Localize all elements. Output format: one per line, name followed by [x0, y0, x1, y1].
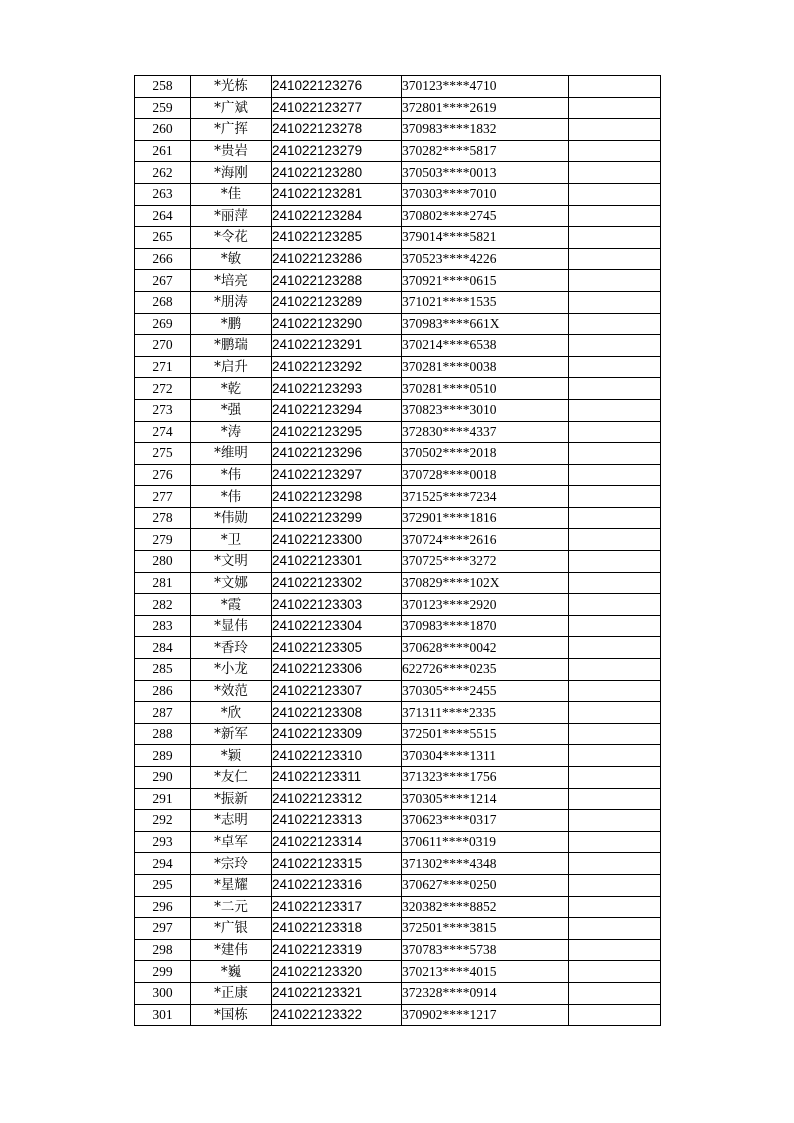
- id-number-cell: 370983****661X: [402, 313, 569, 335]
- note-cell: [569, 853, 661, 875]
- ticket-number-cell: 241022123276: [272, 76, 402, 98]
- name-cell: *伟勋: [191, 507, 272, 529]
- table-row: [135, 443, 661, 465]
- id-number-cell: 370921****0615: [402, 270, 569, 292]
- id-number-cell: 370503****0013: [402, 162, 569, 184]
- table-row: [135, 594, 661, 616]
- row-number-cell: 282: [135, 594, 191, 616]
- row-number-cell: 262: [135, 162, 191, 184]
- row-number-cell: 297: [135, 918, 191, 940]
- id-number-cell: 370123****4710: [402, 76, 569, 98]
- row-number-cell: 276: [135, 464, 191, 486]
- table-row: [135, 464, 661, 486]
- name-cell: *显伟: [191, 615, 272, 637]
- ticket-number-cell: 241022123299: [272, 507, 402, 529]
- name-cell: *小龙: [191, 659, 272, 681]
- table-row: [135, 529, 661, 551]
- name-cell: *巍: [191, 961, 272, 983]
- row-number-cell: 259: [135, 97, 191, 119]
- note-cell: [569, 680, 661, 702]
- ticket-number-cell: 241022123288: [272, 270, 402, 292]
- ticket-number-cell: 241022123303: [272, 594, 402, 616]
- id-number-cell: 370823****3010: [402, 399, 569, 421]
- note-cell: [569, 443, 661, 465]
- row-number-cell: 278: [135, 507, 191, 529]
- row-number-cell: 263: [135, 183, 191, 205]
- note-cell: [569, 335, 661, 357]
- ticket-number-cell: 241022123317: [272, 896, 402, 918]
- name-cell: *启升: [191, 356, 272, 378]
- table-row: [135, 767, 661, 789]
- name-cell: *光栋: [191, 76, 272, 98]
- note-cell: [569, 594, 661, 616]
- name-cell: *卓军: [191, 831, 272, 853]
- note-cell: [569, 486, 661, 508]
- table-row: [135, 1004, 661, 1026]
- id-number-cell: 371302****4348: [402, 853, 569, 875]
- name-cell: *志明: [191, 810, 272, 832]
- table-row: [135, 637, 661, 659]
- table-row: [135, 659, 661, 681]
- name-cell: *敏: [191, 248, 272, 270]
- table-row: [135, 874, 661, 896]
- note-cell: [569, 615, 661, 637]
- id-number-cell: 370214****6538: [402, 335, 569, 357]
- table-row: [135, 680, 661, 702]
- table-row: [135, 615, 661, 637]
- table-row: [135, 335, 661, 357]
- table-row: [135, 853, 661, 875]
- note-cell: [569, 205, 661, 227]
- table-row: [135, 378, 661, 400]
- name-cell: *文明: [191, 551, 272, 573]
- row-number-cell: 279: [135, 529, 191, 551]
- id-number-cell: 372830****4337: [402, 421, 569, 443]
- table-row: [135, 248, 661, 270]
- note-cell: [569, 961, 661, 983]
- row-number-cell: 295: [135, 874, 191, 896]
- name-cell: *二元: [191, 896, 272, 918]
- row-number-cell: 283: [135, 615, 191, 637]
- name-cell: *颖: [191, 745, 272, 767]
- id-number-cell: 372801****2619: [402, 97, 569, 119]
- name-cell: *维明: [191, 443, 272, 465]
- id-number-cell: 371323****1756: [402, 767, 569, 789]
- roster-table: [134, 75, 661, 1026]
- ticket-number-cell: 241022123289: [272, 291, 402, 313]
- id-number-cell: 370829****102X: [402, 572, 569, 594]
- name-cell: *广挥: [191, 119, 272, 141]
- ticket-number-cell: 241022123321: [272, 982, 402, 1004]
- ticket-number-cell: 241022123311: [272, 767, 402, 789]
- row-number-cell: 286: [135, 680, 191, 702]
- id-number-cell: 370783****5738: [402, 939, 569, 961]
- note-cell: [569, 140, 661, 162]
- row-number-cell: 269: [135, 313, 191, 335]
- table-row: [135, 486, 661, 508]
- note-cell: [569, 788, 661, 810]
- id-number-cell: 372328****0914: [402, 982, 569, 1004]
- table-row: [135, 205, 661, 227]
- id-number-cell: 372501****3815: [402, 918, 569, 940]
- name-cell: *鹏瑞: [191, 335, 272, 357]
- table-row: [135, 227, 661, 249]
- row-number-cell: 301: [135, 1004, 191, 1026]
- ticket-number-cell: 241022123293: [272, 378, 402, 400]
- id-number-cell: 371525****7234: [402, 486, 569, 508]
- table-row: [135, 896, 661, 918]
- name-cell: *文娜: [191, 572, 272, 594]
- id-number-cell: 370303****7010: [402, 183, 569, 205]
- table-row: [135, 119, 661, 141]
- ticket-number-cell: 241022123313: [272, 810, 402, 832]
- id-number-cell: 370282****5817: [402, 140, 569, 162]
- ticket-number-cell: 241022123314: [272, 831, 402, 853]
- row-number-cell: 273: [135, 399, 191, 421]
- ticket-number-cell: 241022123318: [272, 918, 402, 940]
- row-number-cell: 270: [135, 335, 191, 357]
- table-row: [135, 399, 661, 421]
- id-number-cell: 622726****0235: [402, 659, 569, 681]
- note-cell: [569, 76, 661, 98]
- note-cell: [569, 572, 661, 594]
- note-cell: [569, 529, 661, 551]
- row-number-cell: 290: [135, 767, 191, 789]
- note-cell: [569, 162, 661, 184]
- note-cell: [569, 227, 661, 249]
- row-number-cell: 264: [135, 205, 191, 227]
- ticket-number-cell: 241022123307: [272, 680, 402, 702]
- ticket-number-cell: 241022123295: [272, 421, 402, 443]
- name-cell: *效范: [191, 680, 272, 702]
- row-number-cell: 266: [135, 248, 191, 270]
- ticket-number-cell: 241022123302: [272, 572, 402, 594]
- ticket-number-cell: 241022123316: [272, 874, 402, 896]
- id-number-cell: 370502****2018: [402, 443, 569, 465]
- id-number-cell: 371311****2335: [402, 702, 569, 724]
- ticket-number-cell: 241022123297: [272, 464, 402, 486]
- ticket-number-cell: 241022123277: [272, 97, 402, 119]
- table-row: [135, 961, 661, 983]
- name-cell: *香玲: [191, 637, 272, 659]
- row-number-cell: 285: [135, 659, 191, 681]
- name-cell: *新军: [191, 723, 272, 745]
- row-number-cell: 274: [135, 421, 191, 443]
- ticket-number-cell: 241022123286: [272, 248, 402, 270]
- note-cell: [569, 702, 661, 724]
- id-number-cell: 370902****1217: [402, 1004, 569, 1026]
- table-row: [135, 356, 661, 378]
- id-number-cell: 370123****2920: [402, 594, 569, 616]
- note-cell: [569, 313, 661, 335]
- name-cell: *友仁: [191, 767, 272, 789]
- table-row: [135, 270, 661, 292]
- id-number-cell: 370724****2616: [402, 529, 569, 551]
- note-cell: [569, 119, 661, 141]
- id-number-cell: 370611****0319: [402, 831, 569, 853]
- table-row: [135, 702, 661, 724]
- ticket-number-cell: 241022123291: [272, 335, 402, 357]
- name-cell: *国栋: [191, 1004, 272, 1026]
- note-cell: [569, 918, 661, 940]
- ticket-number-cell: 241022123296: [272, 443, 402, 465]
- id-number-cell: 370281****0510: [402, 378, 569, 400]
- ticket-number-cell: 241022123280: [272, 162, 402, 184]
- name-cell: *卫: [191, 529, 272, 551]
- name-cell: *伟: [191, 464, 272, 486]
- row-number-cell: 268: [135, 291, 191, 313]
- name-cell: *令花: [191, 227, 272, 249]
- row-number-cell: 265: [135, 227, 191, 249]
- name-cell: *振新: [191, 788, 272, 810]
- row-number-cell: 292: [135, 810, 191, 832]
- ticket-number-cell: 241022123278: [272, 119, 402, 141]
- row-number-cell: 293: [135, 831, 191, 853]
- name-cell: *霞: [191, 594, 272, 616]
- ticket-number-cell: 241022123308: [272, 702, 402, 724]
- row-number-cell: 291: [135, 788, 191, 810]
- ticket-number-cell: 241022123300: [272, 529, 402, 551]
- note-cell: [569, 982, 661, 1004]
- table-row: [135, 507, 661, 529]
- note-cell: [569, 291, 661, 313]
- note-cell: [569, 723, 661, 745]
- row-number-cell: 289: [135, 745, 191, 767]
- table-row: [135, 291, 661, 313]
- id-number-cell: 370628****0042: [402, 637, 569, 659]
- name-cell: *广银: [191, 918, 272, 940]
- name-cell: *涛: [191, 421, 272, 443]
- table-row: [135, 982, 661, 1004]
- name-cell: *宗玲: [191, 853, 272, 875]
- table-row: [135, 313, 661, 335]
- note-cell: [569, 97, 661, 119]
- ticket-number-cell: 241022123319: [272, 939, 402, 961]
- table-row: [135, 939, 661, 961]
- table-row: [135, 918, 661, 940]
- row-number-cell: 294: [135, 853, 191, 875]
- ticket-number-cell: 241022123312: [272, 788, 402, 810]
- id-number-cell: 370802****2745: [402, 205, 569, 227]
- note-cell: [569, 637, 661, 659]
- id-number-cell: 370725****3272: [402, 551, 569, 573]
- table-row: [135, 831, 661, 853]
- note-cell: [569, 939, 661, 961]
- table-row: [135, 183, 661, 205]
- note-cell: [569, 507, 661, 529]
- ticket-number-cell: 241022123285: [272, 227, 402, 249]
- ticket-number-cell: 241022123309: [272, 723, 402, 745]
- ticket-number-cell: 241022123290: [272, 313, 402, 335]
- name-cell: *培亮: [191, 270, 272, 292]
- row-number-cell: 281: [135, 572, 191, 594]
- row-number-cell: 288: [135, 723, 191, 745]
- row-number-cell: 298: [135, 939, 191, 961]
- name-cell: *正康: [191, 982, 272, 1004]
- table-row: [135, 572, 661, 594]
- ticket-number-cell: 241022123294: [272, 399, 402, 421]
- ticket-number-cell: 241022123322: [272, 1004, 402, 1026]
- note-cell: [569, 464, 661, 486]
- name-cell: *海刚: [191, 162, 272, 184]
- name-cell: *广斌: [191, 97, 272, 119]
- note-cell: [569, 248, 661, 270]
- row-number-cell: 284: [135, 637, 191, 659]
- id-number-cell: 370213****4015: [402, 961, 569, 983]
- row-number-cell: 275: [135, 443, 191, 465]
- row-number-cell: 260: [135, 119, 191, 141]
- name-cell: *伟: [191, 486, 272, 508]
- roster-body: [135, 76, 661, 1026]
- id-number-cell: 370728****0018: [402, 464, 569, 486]
- id-number-cell: 372501****5515: [402, 723, 569, 745]
- name-cell: *贵岩: [191, 140, 272, 162]
- row-number-cell: 300: [135, 982, 191, 1004]
- row-number-cell: 296: [135, 896, 191, 918]
- name-cell: *鹏: [191, 313, 272, 335]
- id-number-cell: 370623****0317: [402, 810, 569, 832]
- name-cell: *丽萍: [191, 205, 272, 227]
- row-number-cell: 267: [135, 270, 191, 292]
- name-cell: *佳: [191, 183, 272, 205]
- table-row: [135, 745, 661, 767]
- table-row: [135, 723, 661, 745]
- name-cell: *欣: [191, 702, 272, 724]
- note-cell: [569, 421, 661, 443]
- table-row: [135, 810, 661, 832]
- name-cell: *星耀: [191, 874, 272, 896]
- name-cell: *朋涛: [191, 291, 272, 313]
- row-number-cell: 299: [135, 961, 191, 983]
- note-cell: [569, 1004, 661, 1026]
- ticket-number-cell: 241022123284: [272, 205, 402, 227]
- ticket-number-cell: 241022123279: [272, 140, 402, 162]
- id-number-cell: 372901****1816: [402, 507, 569, 529]
- table-row: [135, 76, 661, 98]
- row-number-cell: 280: [135, 551, 191, 573]
- note-cell: [569, 270, 661, 292]
- id-number-cell: 370304****1311: [402, 745, 569, 767]
- row-number-cell: 258: [135, 76, 191, 98]
- id-number-cell: 370627****0250: [402, 874, 569, 896]
- id-number-cell: 370523****4226: [402, 248, 569, 270]
- note-cell: [569, 378, 661, 400]
- ticket-number-cell: 241022123315: [272, 853, 402, 875]
- row-number-cell: 271: [135, 356, 191, 378]
- table-row: [135, 140, 661, 162]
- note-cell: [569, 831, 661, 853]
- note-cell: [569, 896, 661, 918]
- id-number-cell: 379014****5821: [402, 227, 569, 249]
- name-cell: *乾: [191, 378, 272, 400]
- ticket-number-cell: 241022123301: [272, 551, 402, 573]
- name-cell: *建伟: [191, 939, 272, 961]
- ticket-number-cell: 241022123306: [272, 659, 402, 681]
- id-number-cell: 370983****1832: [402, 119, 569, 141]
- note-cell: [569, 767, 661, 789]
- note-cell: [569, 659, 661, 681]
- row-number-cell: 272: [135, 378, 191, 400]
- table-row: [135, 162, 661, 184]
- ticket-number-cell: 241022123281: [272, 183, 402, 205]
- ticket-number-cell: 241022123305: [272, 637, 402, 659]
- table-row: [135, 97, 661, 119]
- row-number-cell: 277: [135, 486, 191, 508]
- id-number-cell: 371021****1535: [402, 291, 569, 313]
- ticket-number-cell: 241022123292: [272, 356, 402, 378]
- note-cell: [569, 183, 661, 205]
- table-row: [135, 421, 661, 443]
- table-row: [135, 788, 661, 810]
- row-number-cell: 287: [135, 702, 191, 724]
- ticket-number-cell: 241022123298: [272, 486, 402, 508]
- id-number-cell: 370305****1214: [402, 788, 569, 810]
- name-cell: *强: [191, 399, 272, 421]
- row-number-cell: 261: [135, 140, 191, 162]
- note-cell: [569, 874, 661, 896]
- id-number-cell: 370983****1870: [402, 615, 569, 637]
- id-number-cell: 370305****2455: [402, 680, 569, 702]
- note-cell: [569, 810, 661, 832]
- note-cell: [569, 551, 661, 573]
- ticket-number-cell: 241022123310: [272, 745, 402, 767]
- table-row: [135, 551, 661, 573]
- note-cell: [569, 356, 661, 378]
- id-number-cell: 320382****8852: [402, 896, 569, 918]
- note-cell: [569, 745, 661, 767]
- note-cell: [569, 399, 661, 421]
- ticket-number-cell: 241022123320: [272, 961, 402, 983]
- id-number-cell: 370281****0038: [402, 356, 569, 378]
- ticket-number-cell: 241022123304: [272, 615, 402, 637]
